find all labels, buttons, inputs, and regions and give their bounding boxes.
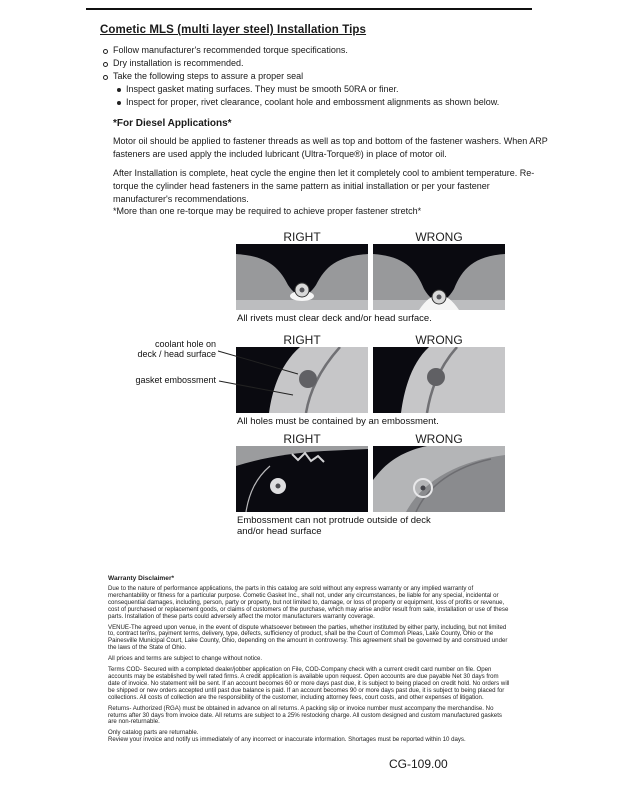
list-item bbox=[103, 70, 499, 83]
installation-tips-list bbox=[103, 44, 499, 109]
page-title: Cometic MLS (multi layer steel) Installation Tips bbox=[100, 24, 367, 36]
sub-list bbox=[117, 83, 499, 109]
list-item bbox=[117, 96, 499, 109]
disclaimer-paragraph: Only catalog parts are returnable. bbox=[108, 729, 199, 737]
rivet-clearance-right-panel bbox=[236, 244, 368, 310]
list-item bbox=[117, 83, 499, 96]
protrusion-right-panel bbox=[236, 446, 368, 512]
list-item-text: Inspect for proper, rivet clearance, coolant hole and embossment alignments as shown below. bbox=[126, 97, 500, 107]
wrong-column-label: WRONG bbox=[415, 432, 463, 446]
disclaimer-paragraph: All prices and terms are subject to change without notice. bbox=[108, 655, 263, 663]
protrusion-right-illustration bbox=[236, 446, 368, 512]
diesel-paragraph-oil: Motor oil should be applied to fastener threads as well as top and bottom of the fastener washers. When ARP fasteners are used apply the included lubricant (Ultra-Torque®) in place of motor oil. bbox=[113, 136, 548, 159]
diesel-paragraph-heat-cycle: After Installation is complete, heat cycle the engine then let it completely cool to ambient temperature. Re-torque the cylinder head fasteners in the same pattern as initial installation or per your fastener manufacturer's recommendations. bbox=[113, 168, 535, 204]
list-item-text: Follow manufacturer's recommended torque specifications. bbox=[113, 45, 348, 55]
list-item bbox=[103, 57, 499, 70]
wrong-column-label: WRONG bbox=[415, 333, 463, 347]
open-bullet-icon bbox=[103, 62, 108, 67]
rivet-clearance-right-illustration bbox=[236, 244, 368, 310]
protrusion-wrong-illustration bbox=[373, 446, 505, 512]
right-column-label: RIGHT bbox=[283, 230, 321, 244]
embossment-right-panel bbox=[236, 347, 368, 413]
diesel-applications-heading: *For Diesel Applications* bbox=[113, 118, 232, 129]
protrusion-caption: Embossment can not protrude outside of deck and/or head surface bbox=[237, 515, 431, 537]
warranty-disclaimer bbox=[108, 575, 512, 748]
open-bullet-icon bbox=[103, 75, 108, 80]
list-item bbox=[103, 44, 499, 57]
protrusion-wrong-panel bbox=[373, 446, 505, 512]
list-item-text: Inspect gasket mating surfaces. They must be smooth 50RA or finer. bbox=[126, 84, 399, 94]
open-bullet-icon bbox=[103, 49, 108, 54]
right-column-label: RIGHT bbox=[283, 333, 321, 347]
page-top-rule bbox=[86, 8, 532, 10]
page-code: CG-109.00 bbox=[389, 757, 448, 771]
disclaimer-paragraph: Review your invoice and notify us immediately of any incorrect or inaccurate information. Shortages must be reported within 10 days. bbox=[108, 736, 466, 744]
list-item-text: Take the following steps to assure a proper seal bbox=[113, 71, 304, 81]
disclaimer-paragraph: Terms COD- Secured with a completed dealer/jobber application on File, COD-Company check with a current credit card number on file. Open accounts may be established by well rated firms. A credit application is available upon request. Open accounts are due payable Net 30 days from date of invoice. No statement will be sent. If an account becomes 60 or more days past due, it is subject to being placed on credit hold. No orders will be shipped or new orders accepted until past due balance is paid. If an account becomes 90 or more days past due, it is subject to being placed for collections. All costs of collection are the responsibility of the customer, including attorney fees, court costs, and other expenses of litigation. bbox=[108, 666, 510, 701]
embossment-wrong-illustration bbox=[373, 347, 505, 413]
embossment-wrong-panel bbox=[373, 347, 505, 413]
warranty-disclaimer-heading: Warranty Disclaimer* bbox=[108, 575, 175, 582]
coolant-hole-label bbox=[120, 339, 216, 359]
list-item-text: Dry installation is recommended. bbox=[113, 58, 244, 68]
coolant-hole-label-line1: coolant hole on bbox=[154, 339, 216, 349]
disclaimer-paragraph: VENUE-The agreed upon venue, in the event of dispute whatsoever between the parties, whether instituted by either party, including, but not limited to, contract terms, payment terms, delivery, type, defects, sufficiency of product, shall be the Court of Common Pleas, Lake County, Ohio or the Painesville Municipal Court, Lake County, Ohio, depending on the amount in controversy. This agreement shall be governed by and construed under the laws of the State of Ohio. bbox=[108, 623, 508, 652]
gasket-embossment-label: gasket embossment bbox=[135, 375, 216, 385]
right-column-label: RIGHT bbox=[283, 432, 321, 446]
embossment-caption: All holes must be contained by an embossment. bbox=[237, 416, 439, 427]
filled-bullet-icon bbox=[117, 101, 121, 105]
embossment-right-illustration bbox=[236, 347, 368, 413]
filled-bullet-icon bbox=[117, 88, 121, 92]
retorque-note: *More than one re-torque may be required to achieve proper fastener stretch* bbox=[113, 206, 422, 216]
wrong-column-label: WRONG bbox=[415, 230, 463, 244]
coolant-hole-label-line2: deck / head surface bbox=[137, 349, 216, 359]
rivet-clearance-wrong-illustration bbox=[373, 244, 505, 310]
rivet-caption: All rivets must clear deck and/or head surface. bbox=[237, 313, 432, 324]
disclaimer-paragraph: Due to the nature of performance applications, the parts in this catalog are sold without any express warranty or any implied warranty of merchantability or fitness for a particular purpose. Cometic Gasket Inc., shall not, under any circumstances, be liable for any special, incidental or consequential damages, including, person, party or property, but not limited to, damage, or loss of property or equipment, loss of profits or revenue, cost of purchased or replacement goods, or claims of customers of the purchase, which may arise and/or result from sale, installation or use of these parts. Installation of these parts could adversely affect the motor manufacturers warranty coverage. bbox=[108, 585, 509, 620]
rivet-clearance-wrong-panel bbox=[373, 244, 505, 310]
disclaimer-paragraph: Returns- Authorized (RGA) must be obtained in advance on all returns. A packing slip or invoice number must accompany the merchandise. No returns after 30 days from invoice date. All returns are subject to a 25% restocking charge. All custom designed and custom manufactured gaskets are non-returnable. bbox=[108, 704, 502, 726]
